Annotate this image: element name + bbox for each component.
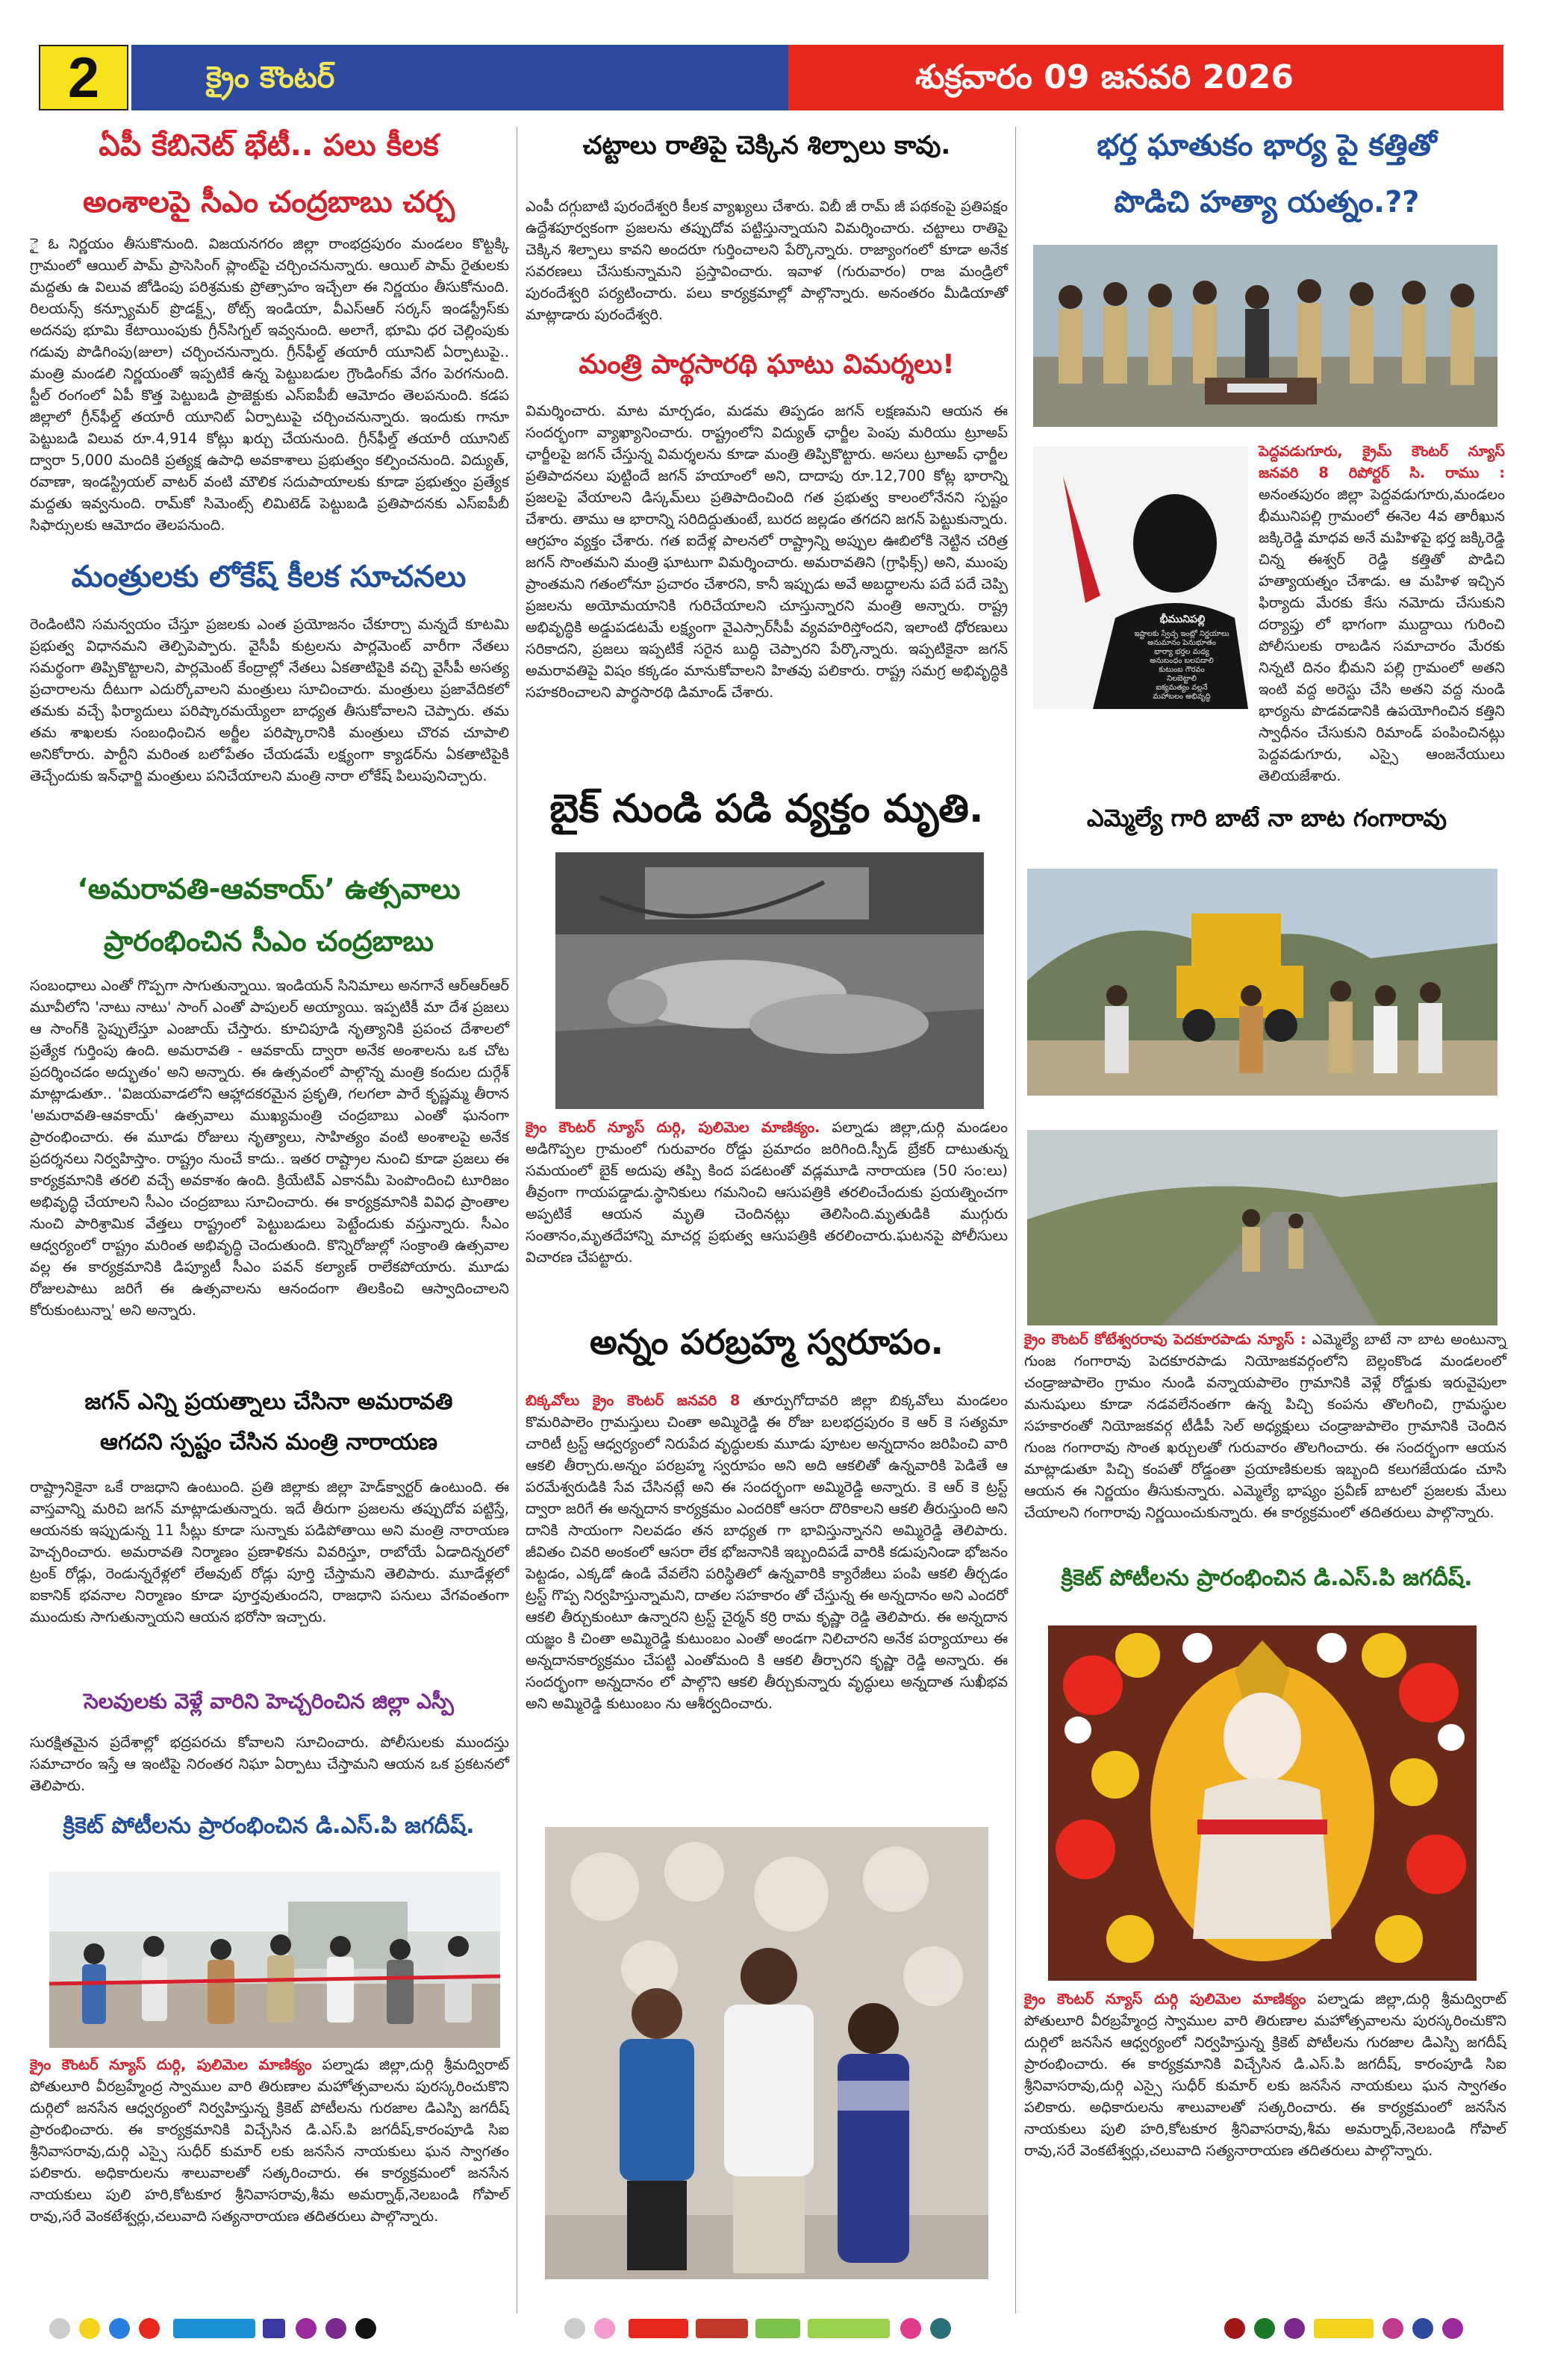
- poster-image: [1033, 446, 1248, 709]
- annam-photo: [545, 1827, 988, 2279]
- parthasarathi-headline: మంత్రి పార్థసారథి ఘాటు విమర్శలు!: [579, 349, 955, 380]
- bike-body: పల్నాడు జిల్లా,దుర్గి మండలం అడిగొప్పల గ్రామంలో గురువారం రోడ్డు ప్రమాదం జరిగింది.స్పీడ్ బ్రేకర్ దాటుతున్న సమయంలో బైక్ అదుపు తప్పి కింద పడటంతో వడ్లమూడి నారాయణ (50 సం:లు) తీవ్రంగా గాయపడ్డాడు.స్థానికులు గమనించి ఆసుపత్రికి తరలించేందుకు ప్రయత్నించగా అప్పటికే ఆయన మృతి చెందినట్లు తెలిసింది.మృతుడికి ముగ్గురు సంతానం,మృతదేహాన్ని మాచర్ల ప్రభుత్వ ఆసుపత్రికి తరలించారు.ఘటనపై పోలీసులు విచారణ చేపట్టారు.: [526, 1119, 1008, 1266]
- color-bar: [263, 2319, 285, 2338]
- page-number: 2: [39, 45, 128, 110]
- poster-line: మహాబలం అభివృద్ధి: [1153, 693, 1211, 701]
- narayana-headline-2: ఆగదని స్పష్టం చేసిన మంత్రి నారాయణ: [100, 1429, 437, 1455]
- color-dot: [1442, 2318, 1463, 2339]
- mla-photo-1-art: [1027, 869, 1497, 1096]
- masthead-section-band: [131, 45, 788, 110]
- section-title: క్రైం కౌంటర్: [206, 60, 335, 95]
- color-dot: [325, 2318, 346, 2339]
- color-dot: [930, 2318, 951, 2339]
- husband-headline-1: భర్త ఘాతుకం భార్య పై కత్తితో: [1097, 128, 1437, 163]
- husband-headline-2: పొడిచి హత్యా యత్నం.??: [1114, 185, 1420, 219]
- cricket1-dateline: క్రైం కౌంటర్ న్యూస్ దుర్గి, పులిమెల మాణిక్యం: [30, 2056, 312, 2073]
- police-photo: [1033, 245, 1497, 427]
- color-dot: [564, 2318, 585, 2339]
- annam-headline: అన్నం పరబ్రహ్మ స్వరూపం.: [589, 1322, 944, 1362]
- bike-caption: [526, 1116, 1008, 1311]
- police-photo-art: [1033, 245, 1497, 427]
- bike-accident-photo-art: [555, 852, 984, 1109]
- cricket1-photo-art: [49, 1872, 500, 2048]
- masthead-date-band: [788, 45, 1503, 110]
- husband-dateline: పెద్దవడుగూరు, క్రైమ్ కౌంటర్ న్యూస్ జనవరి 8 రిపోర్టర్ సి. రాము :: [1259, 443, 1505, 481]
- mla-caption: [1024, 1328, 1506, 1552]
- lokesh-headline: మంత్రులకు లోకేష్ కీలక సూచనలు: [71, 560, 467, 594]
- color-dot: [1383, 2318, 1403, 2339]
- annam-text: [526, 1390, 1008, 1820]
- mla-photo-1: [1027, 869, 1497, 1096]
- color-bar: [696, 2319, 748, 2338]
- cricket3-body: పల్నాడు జిల్లా,దుర్గి శ్రీమద్విరాట్ పోతులూరి వీరబ్రహ్మేంద్ర స్వాముల వారి తిరుణాల మహోత్సవాలను పురస్కరించుకొని దుర్గిలో జనసేన ఆధ్వర్యంలో నిర్వహిస్తున్న క్రికెట్ పోటీలను గురజాల డిఎస్పి జగదీష్ ప్రారంభించారు. ఈ కార్యక్రమానికి విచ్చేసిన డి.ఎస్.పి జగదీష్, కారంపూడి సిఐ శ్రీనివాసరావు,దుర్గి ఎస్సై సుధీర్ కుమార్ లకు జనసేన నాయకులు ఘన స్వాగతం పలికారు. అధికారులను శాలువాలతో సత్కరించారు. ఈ కార్యక్రమంలో జనసేన నాయకులు పులి హరి,కోటకూర శ్రీనివాసరావు,శీమ అమర్నాథ్,నెలబండి గోపాల్ రావు,సరే వెంకటేశ్వర్లు,చలువాది సత్యనారాయణ తదితరులు పాల్గొన్నారు.: [1024, 1990, 1507, 2159]
- color-dot: [1412, 2318, 1433, 2339]
- color-dot: [355, 2318, 376, 2339]
- mla-body: ఎమ్మెల్యే బాటే నా బాట అంటున్నా గుంజ గంగారావు పెదకూరపాడు నియోజకవర్గంలోని బెల్లంకొండ మండలంలో చండ్రాజుపాలెం గ్రామం నుండి వన్నాయపాలెం గ్రామానికి వెళ్లే రోడ్డుకు ఇరువైపులా మనుషులు కూడా నడవలేనంతగా ఉన్న పిచ్చి కంపను తొలగించి, గ్రామస్థుల సహకారంతో నియోజకవర్గ టీడీపీ సెల్ అధ్యక్షులు చండ్రాజుపాలెం గ్రామానికి చెందిన గుంజ గంగారావు సొంత ఖర్చులతో గురువారం తొలగించారు. ఈ సందర్భంగా ఆయన మాట్లాడుతూ పిచ్చి కంపతో రోడ్డంతా ప్రయాణికులకు ఇబ్బంది కలుగజేయడం చూసి ఆయన ఈ నిర్ణయం తీసుకున్నారు. ఎమ్మెల్యే భాష్యం ప్రవీణ్ బాటలో ప్రజలకు మేలు చేయాలని గంగారావు నిర్ణయించుకున్నారు. ఈ కార్యక్రమంలో తదితరులు పాల్గొన్నారు.: [1024, 1331, 1506, 1521]
- color-bar: [1314, 2319, 1374, 2338]
- sculptures-body: ఎంపీ దగ్గుబాటి పురందేశ్వరి కీలక వ్యాఖ్యలు చేశారు. విబీ జీ రామ్ జీ పథకంపై ప్రతిపక్షం ఉద్దేశపూర్వకంగా ప్రజలను తప్పుదోవ పట్టిస్తున్నాయని విమర్శించారు. చట్టాలు రాతిపై చెక్కిన శిల్పాలు కావని అందరూ గుర్తించాలని పేర్కొన్నారు. రాజ్యాంగంలో కూడా అనేక సవరణలు చేసుకున్నామని ప్రస్తావించారు. ఇవాళ (గురువారం) రాజ మండ్రిలో పురందేశ్వరి పర్యటించారు. పలు కార్యక్రమాల్లో పాల్గొన్నారు. అనంతరం మీడియాతో మాట్లాడారు పురందేశ్వరి.: [526, 198, 1008, 323]
- footer-color-bar-right: [1224, 2314, 1508, 2343]
- color-bar: [808, 2319, 890, 2338]
- annam-photo-art: [545, 1827, 988, 2279]
- color-dot: [1284, 2318, 1305, 2339]
- column-rule-2: [1015, 127, 1016, 2314]
- parthasarathi-body: విమర్శించారు. మాట మార్చడం, మడమ తిప్పడం జగన్ లక్షణమని ఆయన ఈ సందర్భంగా వ్యాఖ్యానించారు. రాష్ట్రంలోని విద్యుత్ ఛార్జీల పెంపు మరియు ట్రూఅప్ ఛార్జీలపై జగన్ చేస్తున్న విమర్శలను కూడా మంత్రి తిప్పికొట్టారు. అసలు ట్రూఅప్ ఛార్జీల ప్రతిపాదనలు పుట్టిందే జగన్ హయాంలో అని, దాదాపు రూ.12,700 కోట్ల భారాన్ని ప్రజలపై వేయాలని డిస్కమ్‌లు ప్రతిపాదించింది గత ప్రభుత్వ కాలంలోనేనని స్పష్టం చేశారు. తాము ఆ భారాన్ని సరిదిద్దుతుంటే, బురద జల్లడం తగదని జగన్ పెట్టుకున్నారు. ఆగ్రహం వ్యక్తం చేశారు. గత ఐదేళ్ల పాలనలో రాష్ట్రాన్ని అప్పుల ఊబిలోకి నెట్టిన చరిత్ర జగన్ సొంతమని మంత్రి ఘాటుగా విమర్శించారు. అమరావతిని (గ్రాఫిక్స్) అని, ముంపు ప్రాంతమని గతంలోనూ ప్రచారం చేశారని, కానీ ఇప్పుడు అవే అబద్ధాలను పదే పదే చెప్పి ప్రజలను అయోమయానికి గురిచేయాలని చూస్తున్నారని మంత్రి అన్నారు. రాష్ట్ర అభివృద్ధికి అడ్డుపడటమే లక్ష్యంగా వైఎస్సార్‌సీపీ వ్యవహరిస్తోందని, ఇలాంటి ధోరణులు సరికాదని, ప్రజలు ఇప్పటికే సరైన బుద్ధి చెప్పారని పేర్కొన్నారు. ఇప్పటికైనా జగన్ అమరావతిపై విషం కక్కడం మానుకోవాలని హితవు పలికారు. రాష్ట్ర సమగ్ర అభివృద్ధికి సహకరించాలని పార్థసారథి డిమాండ్ చేశారు.: [526, 402, 1008, 701]
- cricket3-dateline: క్రైం కౌంటర్ న్యూస్ దుర్గి పులిమెల మాణిక్యం: [1024, 1990, 1306, 2008]
- mla-photo-2: [1027, 1130, 1497, 1325]
- amaravati-fest-body: సంబంధాలు ఎంతో గొప్పగా సాగుతున్నాయి. ఇండియన్ సినిమాలు అనగానే ఆర్‌ఆర్‌ఆర్ మూవీలోని 'నాటు నాటు' సాంగ్ ఎంతో పాపులర్ అయ్యాయి. ఇప్పటికీ మా దేశ ప్రజలు ఆ సాంగ్‌కి స్టెప్పులేస్తూ ఎంజాయ్ చేస్తారు. కూచిపూడి నృత్యానికి ప్రపంచ దేశాలలో ప్రత్యేక గుర్తింపు ఉంది. అమరావతి - ఆవకాయ్ ద్వారా అనేక అంశాలను ఒక చోట ప్రదర్శించడం అద్భుతం' అని అన్నారు. ఈ ఉత్సవంలో పాల్గొన్న మంత్రి కందుల దుర్గేశ్ మాట్లాడుతూ.. 'విజయవాడలోని ఆహ్లాదకరమైన ప్రకృతి, గలగలా పారే కృష్ణమ్మ తీరాన 'అమరావతి-ఆవకాయ్' ఉత్సవాలు ముఖ్యమంత్రి చంద్రబాబు ఎంతో ఘనంగా ప్రారంభించారు. ఈ మూడు రోజులు నృత్యాలు, సాహిత్యం వంటి అంశాలపై అనేక ప్రదర్శనలు నిర్వహిస్తాం. రాష్ట్రం నుంచే కాదు.. ఇతర రాష్ట్రాల నుంచి కూడా ప్రజలు ఈ కార్యక్రమానికి తరలి వచ్చే అవకాశం ఉంది. క్రియేటివ్ ఎకానమీ పెంపొందించి టూరిజం అభివృద్ధి చేయాలని సీఎం చంద్రబాబు సూచించారు. ఈ కార్యక్రమానికి వివిధ ప్రాంతాల నుంచి పారిశ్రామిక వేత్తలు రాష్ట్రంలో పెట్టుబడులు పెట్టేందుకు వస్తున్నారు. సీఎం ఆధ్వర్యంలో రాష్ట్రం మరింత అభివృద్ధి చెందుతుంది. కొన్నిరోజుల్లో సంక్రాంతి ఉత్సవాల వల్ల ఈ కార్యక్రమానికి డిప్యూటీ సీఎం పవన్ కల్యాణ్ రాలేకపోయారు. మూడు రోజులపాటు జరిగే ఈ ఉత్సవాలను ఆనందంగా తిలకించి ఆస్వాదించాలని కోరుకుంటున్నా' అని అన్నారు.: [30, 977, 509, 1319]
- color-dot: [594, 2318, 615, 2339]
- footer-color-bar-mid: [564, 2314, 982, 2343]
- color-dot: [1224, 2318, 1245, 2339]
- mla-photo-2-art: [1027, 1130, 1497, 1325]
- color-dot: [296, 2318, 317, 2339]
- poster-village-label: భీమునిపల్లి: [1159, 613, 1206, 625]
- sp-warning-headline: సెలవులకు వెళ్లే వారిని హెచ్చరించిన జిల్లా ఎస్పీ: [84, 1689, 454, 1714]
- bike-accident-photo: [555, 852, 984, 1109]
- color-bar: [629, 2319, 688, 2338]
- cricket1-photo: [49, 1872, 500, 2048]
- color-dot: [109, 2318, 130, 2339]
- color-dot: [1254, 2318, 1275, 2339]
- cricket1-body: పల్నాడు జిల్లా,దుర్గి శ్రీమద్విరాట్ పోతులూరి వీరబ్రహ్మేంద్ర స్వాముల వారి తిరుణాల మహోత్సవాలను పురస్కరించుకొని దుర్గిలో జనసేన ఆధ్వర్యంలో నిర్వహిస్తున్న క్రికెట్ పోటీలను గురజాల డిఎస్పి జగదీష్ ప్రారంభించారు. ఈ కార్యక్రమానికి విచ్చేసిన డి.ఎస్.పి జగదీష్,కారంపూడి సిఐ శ్రీనివాసరావు,దుర్గి ఎస్సై సుధీర్ కుమార్ లకు జనసేన నాయకులు ఘన స్వాగతం పలికారు. అధికారులను శాలువాలతో సత్కరించారు. ఈ కార్యక్రమంలో జనసేన నాయకులు పులి హరి,కోటకూర శ్రీనివాసరావు,శీమ అమర్నాథ్,నెలబండి గోపాల్ రావు,సరే వెంకటేశ్వర్లు,చలువాది సత్యనారాయణ తదితరులు పాల్గొన్నారు.: [30, 2056, 509, 2225]
- poster-line: కుటుంబ గౌరవం: [1159, 666, 1205, 674]
- poster-line: ఐక్యమత్యం వల్లనే: [1156, 684, 1208, 692]
- poster-line: నిలబెట్టాలి: [1167, 675, 1197, 683]
- bike-dateline: క్రైం కౌంటర్ న్యూస్ దుర్గి, పులిమెల మాణిక్యం.: [526, 1119, 820, 1136]
- cabinet-headline-2: అంశాలపై సీఎం చంద్రబాబు చర్చ: [82, 185, 455, 219]
- color-dot: [900, 2318, 921, 2339]
- sp-warning-body: సురక్షితమైన ప్రదేశాల్లో భద్రపరచు కోవాలని సూచించారు. పోలీసులకు ముందస్తు సమాచారం ఇస్తే ఆ ఇంటిపై నిరంతర నిఘా ఏర్పాటు చేస్తామని ఆయన ఒక ప్రకటనలో తెలిపారు.: [30, 1734, 509, 1794]
- poster-line: అనుమానం పెనుభూతం: [1147, 639, 1216, 647]
- amaravati-fest-headline-1: ‘అమరావతి-ఆవకాయ్’ ఉత్సవాలు: [77, 872, 461, 905]
- narayana-headline-1: జగన్ ఎన్ని ప్రయత్నాలు చేసినా అమరావతి: [84, 1389, 453, 1415]
- cricket3-headline: క్రికెట్ పోటీలను ప్రారంభించిన డి.ఎస్.పి జగదీష్.: [1061, 1565, 1473, 1591]
- issue-date: శుక్రవారం 09 జనవరి 2026: [915, 58, 1294, 96]
- cabinet-headline-1: ఏపీ కేబినెట్ భేటీ.. పలు కీలక: [99, 128, 439, 163]
- color-dot: [49, 2318, 70, 2339]
- mla-dateline: క్రైం కౌంటర్ కోటేశ్వరరావు పెదకూరపాడు న్యూస్ :: [1024, 1331, 1306, 1348]
- narayana-body: రాష్ట్రానికైనా ఒకే రాజధాని ఉంటుంది. ప్రతి జిల్లాకు జిల్లా హెడ్‌క్వార్టర్ ఉంటుంది. ఈ వాస్తవాన్ని మరిచి జగన్ మాట్లాడుతున్నారు. ఇదే తీరుగా ప్రజలను తప్పుదోవ పట్టిస్తే, ఆయనకు ఇప్పుడున్న 11 సీట్లు కూడా సున్నాకు పడిపోతాయి అని మంత్రి నారాయణ హెచ్చరించారు. అమరావతి నిర్మాణం ప్రణాళికను వివరిస్తూ, రాబోయే ఏడాదిన్నరలో ట్రంక్ రోడ్లు, రెండున్నరేళ్లలో లేఅవుట్ రోడ్లు పూర్తి చేస్తామని తెలిపారు. మూడేళ్లలో ఐకానిక్ భవనాల నిర్మాణం కూడా పూర్తవుతుందని, రాజధాని పనులు వేగవంతంగా ముందుకు సాగుతున్నాయని ఆయన భరోసా ఇచ్చారు.: [30, 1478, 509, 1625]
- poster-lines: [1126, 630, 1238, 702]
- mla-headline: ఎమ్మెల్యే గారి బాటే నా బాట గంగారావు: [1086, 804, 1447, 832]
- color-bar: [755, 2319, 800, 2338]
- poster-line: భార్యా భర్తల మధ్య: [1154, 648, 1209, 656]
- annam-body: తూర్పుగోదావరి జిల్లా బిక్కవోలు మండలం కొమరిపాలెం గ్రామస్తులు చింతా అమ్మిరెడ్డి ఈ రోజు బలభద్రపురం కె ఆర్ కె సత్యమా చారిటీ ట్రస్ట్ ఆధ్వర్యంలో నిరుపేద వృద్ధులకు మూడు పూటల అన్నదానం జరిపించి వారి ఆకలి తీర్చారు.అన్నం పరబ్రహ్మ స్వరూపం అని అది ఆకలితో ఉన్నవారికి పెడితే ఆ పరమేశ్వరుడికి సేవ చేసినట్లే అని ఈ సందర్భంగా అమ్మిరెడ్డి అన్నారు. కె ఆర్ కె ట్రస్ట్ ద్వారా జరిగే ఈ అన్నదాన కార్యక్రమం ఎందరికో ఆసరా దొరికాలని ఆకలి తీరుస్తుంది అని దానికి సాయంగా నిలవడం తన బాధ్యత గా భావిస్తున్నానని అమ్మిరెడ్డి తెలిపారు. జీవితం చివరి అంకంలో ఆసరా లేక భోజనానికి ఇబ్బందిపడే వారికి కడుపునిండా భోజనం పెట్టడం, ఎక్కడో ఉండి వేవలేని పరిస్థితిలో ఉన్నవారికి క్యారేజీలు పంపి ఆకలి తీర్చడం ట్రస్ట్ గొప్ప నిర్వహిస్తున్నామని, దాతల సహకారం తో చేస్తున్న ఈ అన్నదానం అని ఎందరో ఆకలి తీర్చుకుంటూ ఉన్నారని ట్రస్ట్ చైర్మన్ కర్రి రామ కృష్ణా రెడ్డి తెలిపారు. ఈ అన్నదాన యజ్ఞం కి చింతా అమ్మిరెడ్డి కుటుంబం ఎంతో అండగా నిలిచారని అనేక పర్యాయాలు ఈ అన్నదానకార్యక్రమం చేపట్టి ఎంతోమంది కి ఆకలి తీర్చారని కృష్ణా రెడ్డి అన్నారు. ఈ సందర్భంగా అన్నదానం లో పాల్గొని ఆకలి తీర్చుకున్నారు వృద్ధులు అన్నదాత సుఖీభవ అని అమ్మిరెడ్డి కుటుంబం ను ఆశీర్వదించారు.: [526, 1392, 1009, 1712]
- cricket1-caption: [30, 2054, 509, 2278]
- footer-color-bar-left: [49, 2314, 467, 2343]
- poster-line: అనుబంధం బలపడాలి: [1150, 657, 1214, 665]
- lokesh-body: రెండింటిని సమన్వయం చేస్తూ ప్రజలకు ఎంత ప్రయోజనం చేకూర్చా మన్నదే కూటమి ప్రభుత్వ విధానమని తెల్పిపెప్పారు. వైసీపీ కుట్రలను పార్లమెంట్ వారీగా నేతలు సమర్థంగా తిప్పికొట్టాలని, పార్లమెంట్ కేంద్రాల్లో నేతలు ఏకతాటిపైకి వచ్చి వైసీపీ అసత్య ప్రచారాలను దీటుగా ఎదుర్కోవాలని మంత్రులు సూచించారు. మంత్రులు ప్రజావేదికలో తమకు వచ్చే ఫిర్యాదులు పరిష్కారమయ్యేలా బాధ్యత తీసుకోవాలని చెప్పారు. తమ తమ శాఖలకు సంబంధించిన అర్జీల పరిష్కారానికి మంత్రులు చొరవ చూపాలి అనికోరారు. పార్టీని మరింత బలోపేతం చేయడమే లక్ష్యంగా క్యాడర్‌ను ఏకతాటిపైకి తెచ్చేందుకు ఇన్‌ఛార్జి మంత్రులు పనిచేయాలని మంత్రి నారా లోకేష్ పిలుపునిచ్చారు.: [30, 616, 509, 784]
- cricket3-caption: [1024, 1988, 1506, 2279]
- annam-dateline: బిక్కవోలు క్రైం కౌంటర్ జనవరి 8: [526, 1392, 741, 1409]
- deity-photo: [1048, 1625, 1477, 1981]
- cabinet-body: ై ఓ నిర్ణయం తీసుకొనుంది. విజయనగరం జిల్లా రాంభద్రపురం మండలం కొట్టక్కి గ్రామంలో ఆయిల్ పామ్ ప్రాసెసింగ్ ప్లాంట్‌పై చర్చించనున్నారు. ఆయిల్ పామ్ రైతులకు మద్దతు ఉ విలువ జోడింపు పరిశ్రమకు ప్రోత్సాహం ఇచ్చేలా ఈ నిర్ణయం తీసుకోనుంది. రిలయన్స్ కన్స్యూమర్ ప్రొడక్ట్స్, ఠోట్స్ ఇండియా, వీఎస్‌ఆర్ సర్కస్ ఇండస్ట్రీస్‌కు అదనపు భూమి కేటాయింపుకు గ్రీన్‌సిగ్నల్ ఇవ్వనుంది. అలాగే, భూమి ధర చెల్లింపుకు గడువు పొడిగింపు(జులా) చర్చించనున్నారు. గ్రీన్‌ఫీల్డ్ తయారీ యూనిట్ ఏర్పాటుపై.. మంత్రి మండలి నిర్ణయంతో ఇప్పటికే ఉన్న పెట్టుబడుల గ్రౌండింగ్‌కు వేగం పెరగనుంది. స్టీల్ రంగంలో ఏపీ కొత్త పెట్టుబడి ప్రాజెక్టుకు ఎస్‌ఐపీబీ ఆమోదం తెలపనుంది. కడప జిల్లాలో గ్రీన్‌ఫీల్డ్ తయారీ యూనిట్ ఏర్పాటుపై చర్చించనున్నారు. ఇందుకు గానూ పెట్టుబడి విలువ రూ.4,914 కోట్లు ఖర్చు చేయనుంది. గ్రీన్‌ఫీల్డ్ తయారీ యూనిట్ ద్వారా 5,000 మందికి ప్రత్యక్ష ఉపాధి అవకాశాలు ప్రభుత్వం కల్పించనుంది. విద్యుత్, రవాణా, ఇండస్ట్రియల్ వాటర్ వంటి మౌలిక సదుపాయాలకు కూడా ప్రభుత్వం ప్రత్యేక మద్దతు ఇవ్వనుంది. రామ్‌కో సిమెంట్స్ లిమిటెడ్ పెట్టుబడి ప్రతిపాదనకు ఎస్‌ఐపీబీ సిఫార్సులకు ఆమోదం తెలపనుంది.: [30, 235, 509, 534]
- husband-text-side: [1259, 440, 1505, 784]
- color-dot: [139, 2318, 160, 2339]
- sculptures-headline: చట్టాలు రాతిపై చెక్కిన శిల్పాలు కావు.: [582, 131, 951, 160]
- color-bar: [173, 2319, 255, 2338]
- poster-line: ఇష్టాలకు స్వేచ్ఛ ఇంట్లో నిర్ణయాలు: [1134, 630, 1229, 638]
- husband-body-side: అనంతపురం జిల్లా పెద్దవడుగూరు,మండలం భీమునిపల్లి గ్రామంలో ఈనెల 4వ తారీఖున జక్కిరెడ్డి మాధవ అనే మహిళపై భర్త జక్కిరెడ్డి చిన్న ఈశ్వర్ రెడ్డి కత్తితో పొడిచి హత్యాయత్నం చేశాడు. ఆ మహిళ ఇచ్చిన ఫిర్యాదు మేరకు కేసు నమోదు చేసుకుని దర్యాప్తు లో భాగంగా ముద్దాయి గురించి పోలీసులకు రాబడిన సమాచారం మేరకు నిన్నటి దినం భీమని పల్లి గ్రామంలో అతని ఇంటి వద్ద అరెస్టు చేసి అతని వద్ద నుండి భార్యను పొడవడానికి ఉపయోగించిన కత్తిని స్వాధీనం చేసుకుని రిమాండ్ పంపించినట్లు పెద్దవడుగూరు, ఎస్సై ఆంజనేయులు తెలియజేశారు.: [1259, 486, 1505, 784]
- color-dot: [79, 2318, 100, 2339]
- deity-photo-art: [1048, 1625, 1477, 1981]
- bike-headline: బైక్ నుండి పడి వ్యక్తం మృతి.: [549, 787, 984, 831]
- amaravati-fest-headline-2: ప్రారంభించిన సీఎం చంద్రబాబు: [103, 925, 434, 958]
- cricket1-headline: క్రికెట్ పోటీలను ప్రారంభించిన డి.ఎస్.పి జగదీష్.: [63, 1813, 475, 1839]
